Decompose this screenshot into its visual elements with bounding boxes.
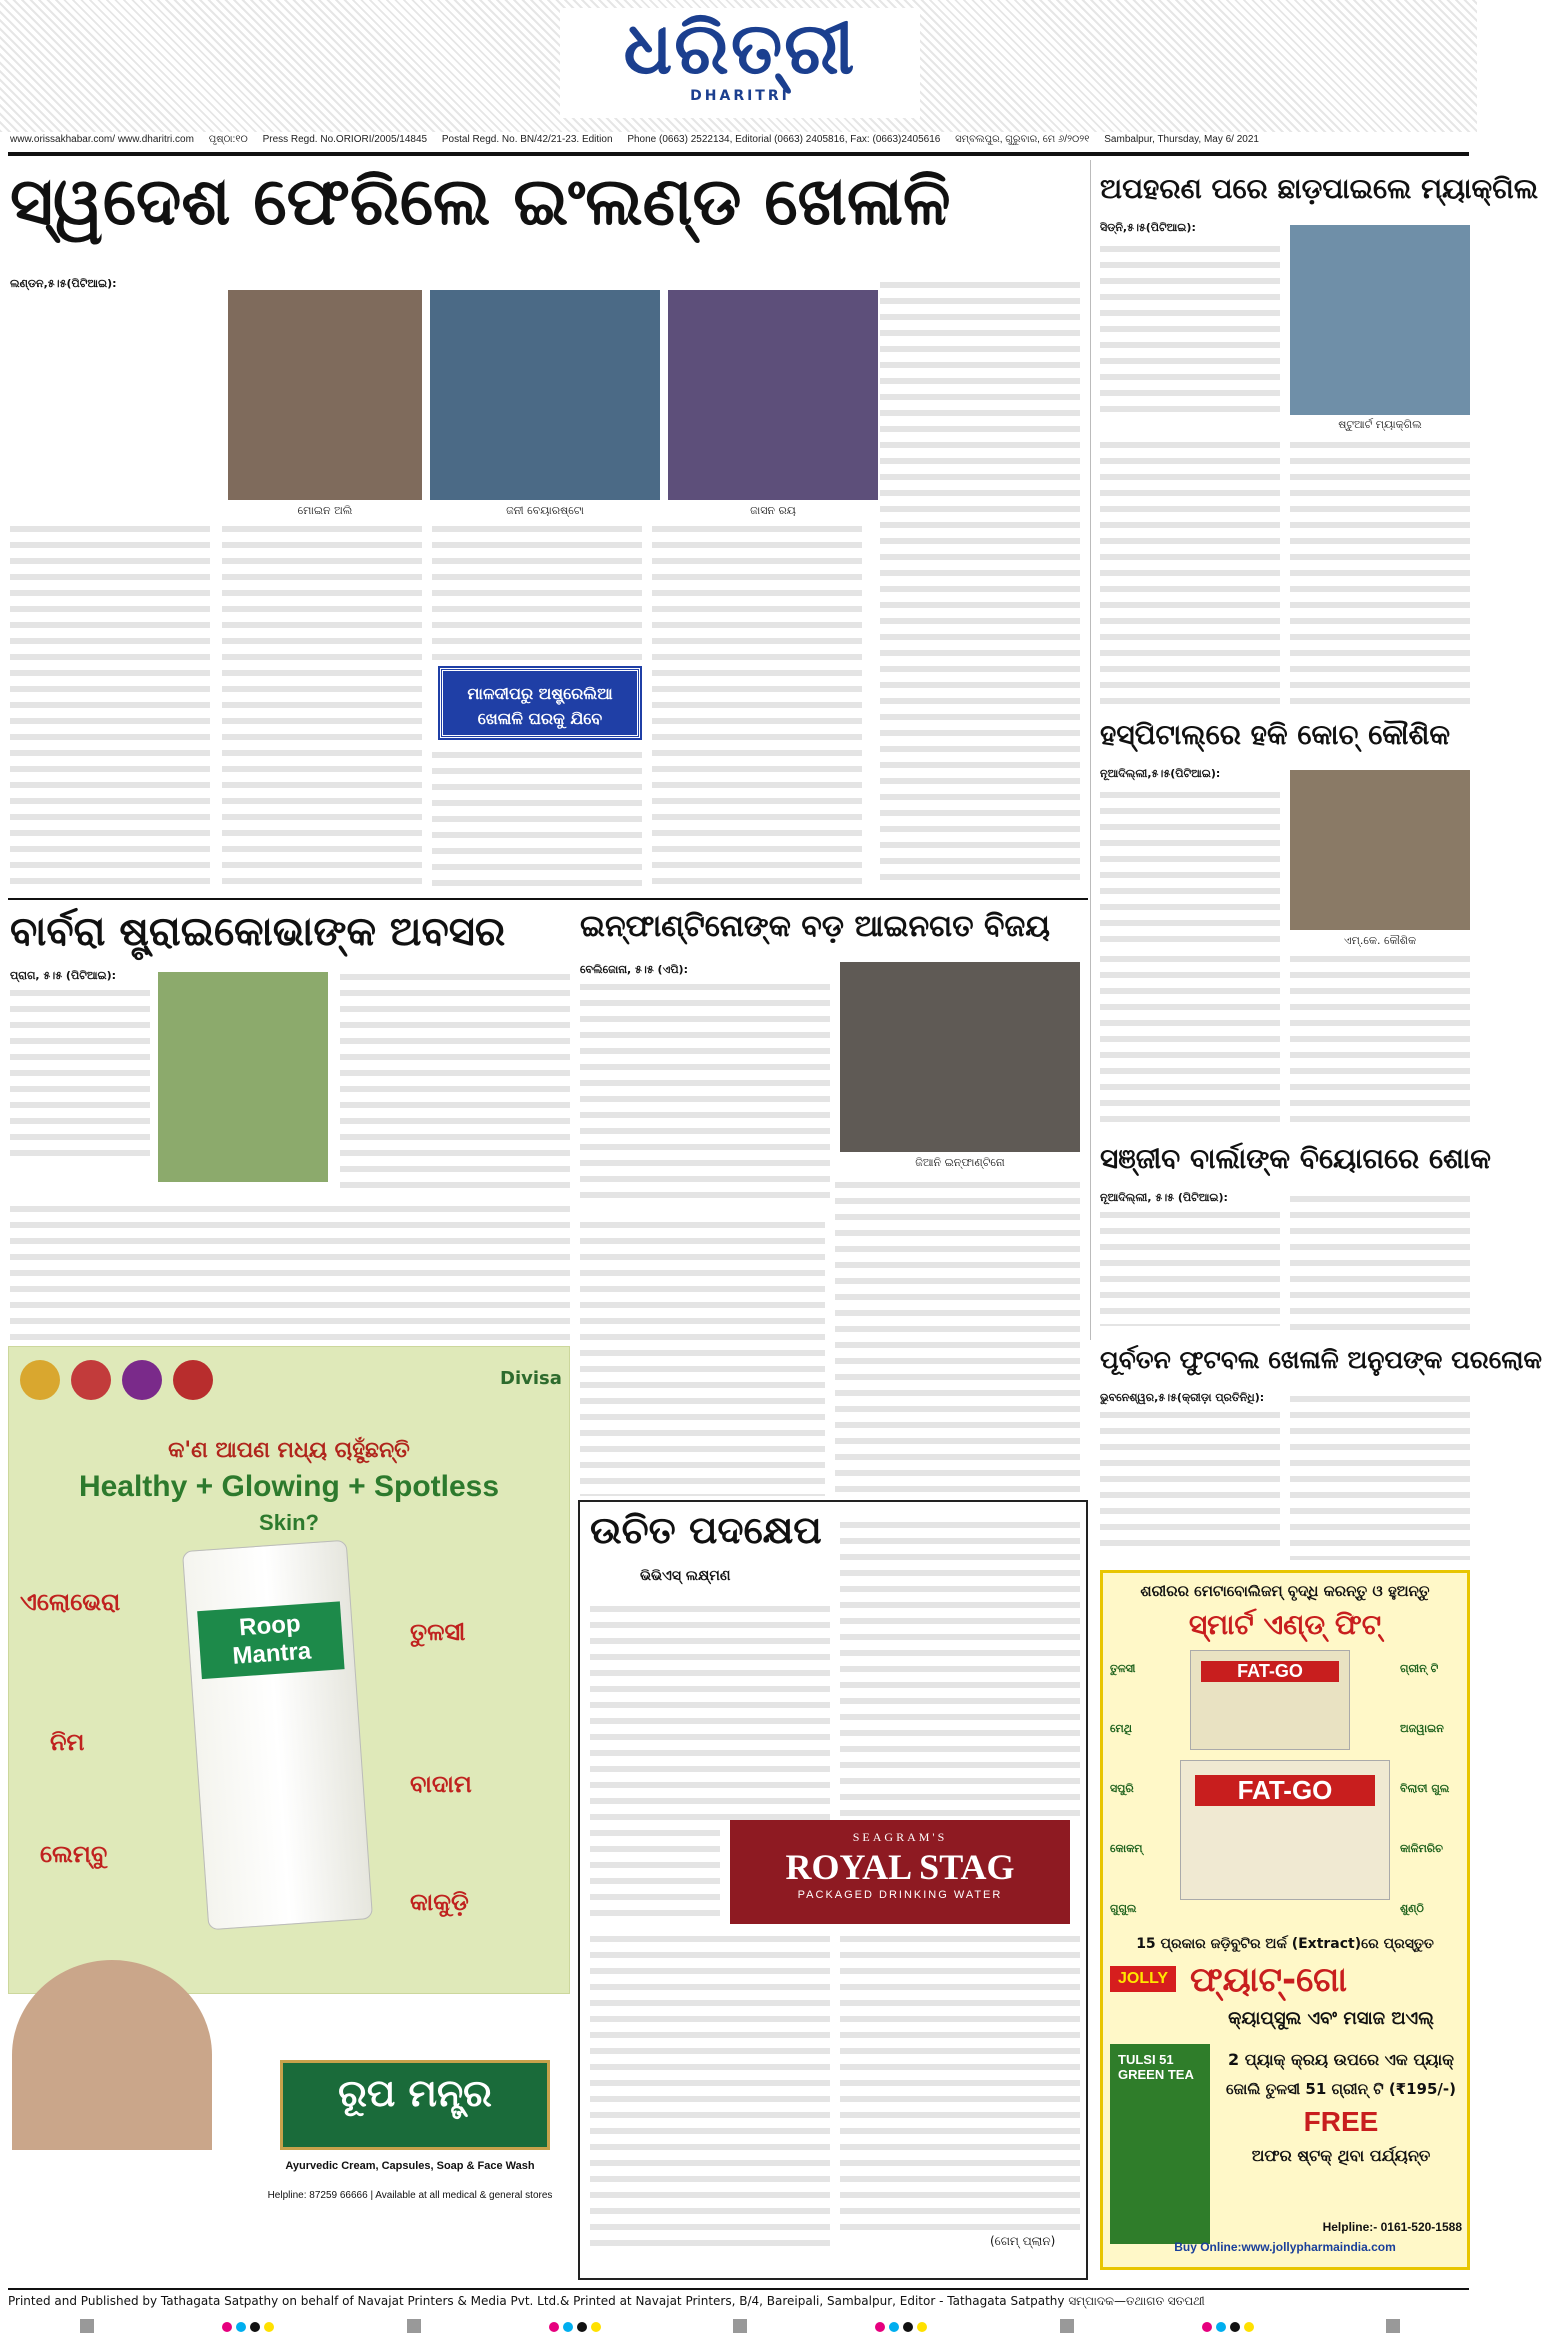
story2-dateline: ପ୍ରାଗ, ୫।୫ (ପିଟିଆଇ):	[10, 969, 117, 982]
ad-fatgo-offer: 2 ପ୍ୟାକ୍ କ୍ରୟ ଉପରେ ଏକ ପ୍ୟାକ୍	[1228, 2050, 1454, 2069]
ad-fatgo-header: ଶରୀରର ମେଟାବୋଲିଜମ୍ ବୃଦ୍ଧି କରନ୍ତୁ ଓ ହୁଅନ୍ତୁ	[1140, 1582, 1430, 1600]
ad-divisa-tagline2: Skin?	[259, 1510, 319, 1535]
ad-odia-name: ରୂପ ମନ୍ତ୍ର	[338, 2071, 492, 2115]
story2-body-col2	[340, 968, 570, 1198]
lead-intro	[10, 276, 210, 506]
info-bar	[10, 134, 1470, 150]
story3-body-top	[580, 962, 830, 1212]
photo-barbora-strycova	[158, 972, 328, 1182]
reg-square	[1060, 2319, 1074, 2333]
caption-gianni-infantino: ଜିଆନି ଇନ୍‌ଫାଣ୍ଟିନୋ	[915, 1156, 1005, 1169]
column-divider	[1090, 160, 1091, 1340]
side2-headline: ହସ୍ପିଟାଲ୍‌ରେ ହକି କୋଚ୍ କୌଶିକ	[1100, 718, 1451, 751]
side2-body-top	[1100, 786, 1280, 946]
lead-highlight-text: ମାଳଦୀପରୁ ଅଷ୍ଟ୍ରେଲିଆ ଖେଳାଳି ଘରକୁ ଯିବେ	[467, 684, 613, 728]
side2-dateline: ନୂଆଦିଲ୍ଲୀ,୫।୫(ପିଟିଆଇ):	[1100, 767, 1221, 780]
caption-mk-kaushik: ଏମ୍.କେ. କୌଶିକ	[1343, 934, 1417, 947]
side3-body-col1	[1100, 1190, 1280, 1330]
logo-text: ଧରିତ୍ରୀ	[623, 5, 857, 90]
ad-fatgo-pack1-label: FAT-GO	[1201, 1661, 1339, 1682]
ad-divisa-brand: Divisa	[500, 1368, 562, 1389]
ad-ingredient-2: ତୁଳସୀ	[410, 1618, 466, 1646]
masthead-rule	[8, 152, 1469, 156]
photo-jason-roy	[668, 290, 878, 500]
ad-fatgo-offer2: ଜୋଲି ତୁଳସୀ 51 ଗ୍ରୀନ୍ ଟି (₹195/-)	[1226, 2080, 1456, 2098]
story2-body-bottom	[10, 1200, 570, 1340]
photo-mk-kaushik	[1290, 770, 1470, 930]
lead-body-col4	[652, 520, 862, 890]
side4-body-col2	[1290, 1390, 1470, 1560]
ad-ingredient-5: ଲେମ୍ବୁ	[40, 1840, 108, 1868]
ad-fatgo-extract: 15 ପ୍ରକାର ଜଡ଼ିବୁଟିର ଅର୍କ (Extract)ରେ ପ୍ରସ୍ତୁତ	[1136, 1936, 1434, 1952]
editorial-body-col1c	[590, 1930, 830, 2250]
caption-jonny-bairstow: ଜନୀ ବେୟାରଷ୍ଟୋ	[506, 504, 584, 517]
lead-body-col3b	[432, 746, 642, 890]
ad-fatgo-free: FREE	[1303, 2106, 1379, 2137]
story3-body-col1	[580, 1216, 825, 1496]
ad-fatgo-type: କ୍ୟାପ୍‌ସୁଲ ଏବଂ ମସାଜ ଅଏଲ୍	[1228, 2008, 1434, 2029]
ad-product-box	[280, 2060, 550, 2150]
ad-divisa-tagline: Healthy + Glowing + Spotless	[78, 1470, 500, 1503]
lead-headline: ସ୍ୱଦେଶ ଫେରିଲେ ଇଂଲଣ୍ଡ ଖେଳାଳି	[10, 163, 951, 240]
ad-divisa-question: କ'ଣ ଆପଣ ମଧ୍ୟ ଚାହୁଁଛନ୍ତି	[168, 1438, 410, 1463]
ad-fatgo-pack1	[1190, 1650, 1350, 1750]
editorial-body-col1	[590, 1600, 830, 1820]
side4-dateline: ଭୁବନେଶ୍ୱର,୫।୫(କ୍ରୀଡ଼ା ପ୍ରତିନିଧି):	[1100, 1391, 1265, 1404]
side1-body-top	[1100, 240, 1280, 420]
side1-headline: ଅପହରଣ ପରେ ଛାଡ଼ପାଇଲେ ମ୍ୟାକ୍‌ଗିଲ	[1100, 172, 1539, 205]
story3-headline: ଇନ୍‌ଫାଣ୍ଟିନୋଙ୍କ ବଡ଼ ଆଇନଗତ ବିଜୟ	[580, 909, 1050, 944]
story2-rule	[8, 898, 1088, 900]
info-date: Sambalpur, Thursday, May 6/ 2021	[1104, 134, 1259, 145]
ad-ingredient-4: ବାଦାମ	[410, 1770, 472, 1798]
side2-body-col2	[1290, 950, 1470, 1130]
caption-stuart-macgill: ଷ୍ଟୁଆର୍ଟ ମ୍ୟାକ୍‌ଗିଲ	[1338, 418, 1422, 431]
ad-fatgo-herb-r2: ଅଜୱାଇନ	[1400, 1722, 1444, 1735]
ad-fatgo-herb-l3: ସପୁରି	[1110, 1782, 1134, 1795]
ad-fatgo-herb-r5: ଶୁଣ୍ଠି	[1400, 1902, 1424, 1915]
story2-intro	[10, 968, 150, 1168]
footer-rule	[8, 2288, 1469, 2290]
ad-fatgo-helpline: Helpline:- 0161-520-1588	[1322, 2220, 1462, 2234]
editorial-headline: ଉଚିତ ପଦକ୍ଷେପ	[590, 1508, 822, 1552]
color-dots	[875, 2317, 931, 2336]
ad-product-tube	[182, 1540, 373, 1931]
photo-stuart-macgill	[1290, 225, 1470, 415]
ad-fatgo-buy[interactable]: Buy Online:www.jollypharmaindia.com	[1174, 2240, 1396, 2254]
ad-model-photo	[12, 1960, 212, 2150]
ad-stag-sub: PACKAGED DRINKING WATER	[797, 1889, 1003, 1901]
photo-jonny-bairstow	[430, 290, 660, 500]
ad-fatgo-herb-r3: ବିଲାତୀ ଗୁଲ	[1400, 1782, 1450, 1795]
reg-square	[1386, 2319, 1400, 2333]
color-dots	[549, 2317, 605, 2336]
footer-imprint: Printed and Published by Tathagata Satpathy on behalf of Navajat Printers & Media Pvt. Ltd.& Printed at Navajat Printers, B/4, Bareipali, Sambalpur, Editor - Tathagata Satpathy ସମ୍ପାଦକ—ତଥାଗତ ସତପଥୀ	[8, 2294, 1205, 2308]
ad-fatgo-herb-r4: କାଳିମରିଚ	[1400, 1842, 1443, 1855]
ad-ingredient-3: ନିମ	[50, 1728, 85, 1756]
lead-highlight-box	[440, 668, 640, 738]
lead-body-col5	[880, 276, 1080, 890]
ad-ingredient-6: କାକୁଡ଼ି	[410, 1888, 469, 1916]
logo-subtitle: DHARITRI	[690, 88, 790, 104]
side3-dateline: ନୂଆଦିଲ୍ଲୀ, ୫।୫ (ପିଟିଆଇ):	[1100, 1191, 1228, 1204]
ad-fatgo-name: ଫ୍ୟାଟ୍-ଗୋ	[1190, 1960, 1348, 2000]
info-website: www.orissakhabar.com/ www.dharitri.com	[10, 134, 194, 145]
side4-body-col1	[1100, 1390, 1280, 1560]
lead-body-col2	[222, 520, 422, 890]
ad-divisa-range: Ayurvedic Cream, Capsules, Soap & Face Wash	[285, 2160, 535, 2172]
side3-headline: ସଞ୍ଜୀବ ବାର୍ଲାଙ୍କ ବିୟୋଗରେ ଶୋକ	[1100, 1142, 1491, 1175]
reg-square	[80, 2319, 94, 2333]
story2-headline: ବାର୍ବରା ଷ୍ଟ୍ରାଇକୋଭାଙ୍କ ଅବସର	[10, 909, 506, 955]
ad-ingredient-1: ଏଲୋଭେରା	[20, 1588, 121, 1616]
editorial-byline: ଭିଭିଏସ୍ ଲକ୍ଷ୍ମଣ	[640, 1568, 731, 1584]
photo-moeen-ali	[228, 290, 422, 500]
info-press-regd: Press Regd. No.ORIORI/2005/14845	[262, 134, 428, 145]
story3-dateline: ବେଲିଜୋନା, ୫।୫ (ଏପି):	[580, 963, 688, 976]
caption-moeen-ali: ମୋଇନ ଅଲି	[297, 504, 353, 517]
logo	[560, 5, 920, 118]
photo-gianni-infantino	[840, 962, 1080, 1152]
side2-dateline-wrap	[1100, 766, 1280, 784]
ad-fatgo-smart: ସ୍ମାର୍ଟ ଏଣ୍ଡ୍ ଫିଟ୍	[1188, 1608, 1382, 1641]
reg-square	[733, 2319, 747, 2333]
color-dots	[1202, 2317, 1258, 2336]
editorial-body-col1b	[590, 1824, 720, 1924]
side3-body-col2	[1290, 1190, 1470, 1330]
ad-stag-top: SEAGRAM'S	[852, 1830, 948, 1844]
info-phone: Phone (0663) 2522134, Editorial (0663) 2405816, Fax: (0663)2405616	[627, 134, 941, 145]
editorial-body-col2	[840, 1516, 1080, 1821]
ad-fatgo-herb-l5: ଗୁଗୁଲ	[1110, 1902, 1137, 1915]
side2-body-col1	[1100, 950, 1280, 1130]
ad-award-badges	[20, 1360, 240, 1410]
side1-dateline-wrap	[1100, 220, 1280, 238]
registration-marks	[80, 2318, 1400, 2334]
info-page: ପୃଷ୍ଠା:୧୦	[208, 134, 248, 145]
ad-product-name: Roop Mantra	[197, 1601, 344, 1679]
ad-fatgo-herb-l2: ମେଥି	[1110, 1722, 1132, 1735]
ad-royal-stag[interactable]	[730, 1820, 1070, 1924]
ad-fatgo-stock: ଅଫର ଷ୍ଟକ୍ ଥିବା ପର୍ଯ୍ୟନ୍ତ	[1251, 2146, 1431, 2165]
lead-body-col3	[432, 520, 642, 660]
story3-body-col2	[835, 1176, 1080, 1496]
editorial-body-col2c	[840, 1930, 1080, 2230]
ad-stag-main: ROYAL STAG	[785, 1847, 1015, 1887]
ad-fatgo-pack2-label: FAT-GO	[1195, 1775, 1375, 1806]
side1-body-col2	[1290, 436, 1470, 706]
info-date-odia: ସମ୍ବଲପୁର, ଗୁରୁବାର, ମେ ୬/୨୦୨୧	[955, 134, 1090, 145]
side1-dateline: ସିଡ୍‌ନି,୫।୫(ପିଟିଆଇ):	[1100, 221, 1196, 234]
side4-headline: ପୂର୍ବତନ ଫୁଟବଲ ଖେଳାଳି ଅନୁପଙ୍କ ପରଲୋକ	[1100, 1345, 1542, 1374]
reg-square	[407, 2319, 421, 2333]
ad-fatgo-brand: JOLLY	[1110, 1966, 1176, 1992]
ad-fatgo-herb-r1: ଗ୍ରୀନ୍ ଟି	[1400, 1662, 1439, 1675]
ad-divisa-helpline: Helpline: 87259 66666 | Available at all medical & general stores	[267, 2190, 553, 2201]
editorial-signoff: (ଗେମ୍ ପ୍ଲାନ)	[990, 2234, 1056, 2248]
info-postal-regd: Postal Regd. No. BN/42/21-23. Edition	[441, 134, 613, 145]
color-dots	[222, 2317, 278, 2336]
side1-body-col1	[1100, 436, 1280, 706]
ad-fatgo-herb-l4: କୋକମ୍	[1110, 1842, 1143, 1855]
ad-fatgo-tea: TULSI 51 GREEN TEA	[1118, 2052, 1194, 2082]
ad-fatgo-pack2	[1180, 1760, 1390, 1900]
ad-fatgo-herb-l1: ତୁଳସୀ	[1110, 1662, 1136, 1675]
ad-fatgo-tea-box	[1110, 2044, 1210, 2244]
caption-jason-roy: ଜାସନ ରୟ	[750, 504, 796, 517]
lead-dateline: ଲଣ୍ଡନ,୫।୫(ପିଟିଆଇ):	[10, 277, 117, 290]
lead-body-col1	[10, 520, 210, 890]
